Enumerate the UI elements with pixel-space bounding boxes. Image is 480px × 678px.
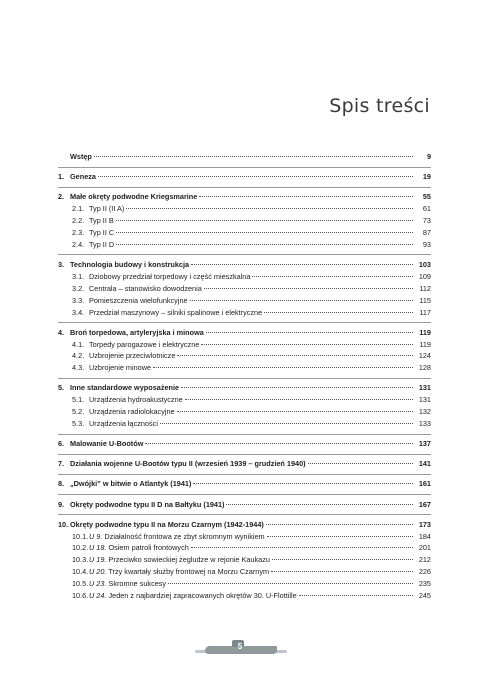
toc-entry-text: Jeden z najbardziej zapracowanych okrętów 30. U-Flottille <box>108 591 297 601</box>
toc-page-number: 119 <box>419 327 431 337</box>
toc-page-number: 73 <box>422 216 431 225</box>
toc-boat-name: U 18. <box>89 543 107 553</box>
toc-entry-title <box>89 590 297 602</box>
toc-entry-title: Działania wojenne U-Bootów typu II (wrzesień 1939 – grudzień 1940) <box>70 459 306 469</box>
toc-entry-title: Uzbrojenie przeciwlotnicze <box>89 351 176 361</box>
dot-leader <box>264 312 413 313</box>
dot-leader <box>272 559 413 560</box>
dot-leader <box>193 483 413 484</box>
toc-page-number: 201 <box>418 543 431 553</box>
toc-chapter-row[interactable] <box>58 151 431 163</box>
toc-entry-title: Typ II B <box>89 216 114 225</box>
page-title: Spis treści <box>329 95 430 117</box>
toc-entry-title: Inne standardowe wyposażenie <box>70 383 180 393</box>
toc-entry-title: Okręty podwodne typu II na Morzu Czarnym (1942-1944) <box>70 519 264 529</box>
toc-page-number: 245 <box>418 591 431 601</box>
section-divider <box>58 454 431 455</box>
toc-page-number: 161 <box>418 479 431 489</box>
toc-entry-number: 10.5. <box>72 579 89 589</box>
toc-entry-title: Malowanie U-Bootów <box>70 439 144 449</box>
toc-entry-title: Typ II C <box>89 227 115 237</box>
toc-entry-title: Pomieszczenia wielofunkcyjne <box>89 295 188 305</box>
dot-leader <box>308 463 413 464</box>
toc-section-row[interactable] <box>58 531 431 543</box>
toc-page-number: 55 <box>422 192 431 202</box>
toc-page-number: 119 <box>419 339 431 349</box>
dot-leader <box>116 232 413 233</box>
toc-entry-title <box>89 554 270 566</box>
dot-leader <box>271 571 413 572</box>
toc-entry-number: 4.1. <box>72 339 85 349</box>
dot-leader <box>185 399 413 400</box>
toc-chapter-row[interactable] <box>58 499 431 511</box>
toc-entry-number: 9. <box>58 499 65 509</box>
dot-leader <box>201 344 413 345</box>
toc-entry-text: Przeciwko sowieckiej żegludze w rejonie Kaukazu <box>108 555 270 565</box>
dot-leader <box>116 220 413 221</box>
dot-leader <box>145 443 413 444</box>
toc-page-number: 117 <box>419 307 431 317</box>
toc-page-number: 103 <box>418 259 431 269</box>
toc-entry-title: Dziobowy przedział torpedowy i część mieszkalna <box>89 271 251 281</box>
toc-chapter-row[interactable] <box>58 191 431 203</box>
toc-entry-number: 10.1. <box>72 531 89 541</box>
toc-section-row[interactable] <box>58 239 431 251</box>
toc-page-number: 128 <box>418 363 431 373</box>
dot-leader <box>116 244 413 245</box>
toc-page-number: 141 <box>418 459 431 469</box>
dot-leader <box>204 288 413 289</box>
toc-page-number: 132 <box>418 407 431 417</box>
toc-entry-title: Typ II (II A) <box>89 204 125 214</box>
toc-section-row[interactable] <box>58 590 431 602</box>
toc-entry-number: 3.2. <box>72 283 85 293</box>
toc-entry-title: Torpedy parogazowe i elektryczne <box>89 339 200 349</box>
toc-chapter-row[interactable] <box>58 438 431 450</box>
toc-entry-number: 10.4. <box>72 567 89 577</box>
toc-entry-title: Centrala – stanowisko dowodzenia <box>89 283 202 293</box>
toc-entry-number: 10.3. <box>72 555 89 565</box>
toc-boat-name: U 9. <box>89 531 103 541</box>
toc-entry-number: 5.3. <box>72 419 85 429</box>
toc-entry-title: Urządzenia hydroakustyczne <box>89 395 183 405</box>
toc-page-number: 167 <box>418 499 431 509</box>
toc-entry-title: Typ II D <box>89 239 115 249</box>
dot-leader <box>168 583 413 584</box>
toc-page-number: 124 <box>418 351 431 361</box>
toc-section-row[interactable] <box>58 554 431 566</box>
toc-chapter-row[interactable] <box>58 478 431 490</box>
dot-leader <box>126 208 413 209</box>
toc-chapter-row[interactable] <box>58 458 431 470</box>
toc-boat-name: U 23. <box>89 579 107 589</box>
toc-section-row[interactable] <box>58 406 431 418</box>
toc-entry-number: 3.3. <box>72 295 85 305</box>
section-divider <box>58 167 431 168</box>
dot-leader <box>267 536 413 537</box>
toc-page-number: 173 <box>418 519 431 529</box>
toc-section-row[interactable] <box>58 350 431 362</box>
toc-page-number: 112 <box>419 283 431 293</box>
toc-section-row[interactable] <box>58 542 431 554</box>
toc-entry-number: 1. <box>58 172 65 182</box>
dot-leader <box>181 387 413 388</box>
toc-boat-name: U 20. <box>89 567 107 577</box>
toc-entry-title: Geneza <box>70 172 96 182</box>
toc-entry-text: Skromne sukcesy <box>108 579 167 589</box>
toc-page-number: 235 <box>418 579 431 589</box>
toc-entry-number: 3.4. <box>72 307 85 317</box>
toc-entry-number: 2. <box>58 192 65 202</box>
toc-entry-title: Broń torpedowa, artyleryjska i minowa <box>70 327 204 337</box>
toc-entry-number: 10.2. <box>72 543 89 553</box>
toc-boat-name: U 19. <box>89 555 107 565</box>
toc-entry-number: 4.3. <box>72 363 85 373</box>
toc-entry-title: Przedział maszynowy – silniki spalinowe i elektryczne <box>89 307 263 317</box>
toc-section-row[interactable] <box>58 307 431 319</box>
toc-chapter-row[interactable] <box>58 171 431 183</box>
toc-page-number: 212 <box>418 555 431 565</box>
dot-leader <box>199 196 413 197</box>
toc-chapter-row[interactable] <box>58 327 431 339</box>
toc-page-number: 61 <box>422 204 431 214</box>
section-divider <box>58 514 431 515</box>
toc-section-row[interactable] <box>58 418 431 430</box>
dot-leader <box>191 264 413 265</box>
toc-page-number: 131 <box>418 395 431 405</box>
toc-entry-number: 2.1. <box>72 204 85 214</box>
toc-entry-number: 7. <box>58 459 65 469</box>
page-number: 5 <box>237 642 243 651</box>
toc-entry-title: Urządzenia łączności <box>89 419 158 429</box>
toc-page-number: 115 <box>419 295 431 305</box>
toc-entry-title <box>89 542 189 554</box>
toc-chapter-row[interactable] <box>58 519 431 531</box>
toc-page-number: 184 <box>418 531 431 541</box>
toc-page-number: 93 <box>422 239 431 249</box>
section-divider <box>58 474 431 475</box>
dot-leader <box>153 367 413 368</box>
toc-section-row[interactable] <box>58 215 431 227</box>
dot-leader <box>226 504 413 505</box>
section-divider <box>58 254 431 255</box>
toc-entry-title <box>89 531 265 543</box>
toc-entry-title: Wstęp <box>70 152 92 161</box>
toc-page-number: 137 <box>418 439 431 449</box>
dot-leader <box>177 411 413 412</box>
dot-leader <box>191 547 413 548</box>
toc-entry-title: Urządzenia radiolokacyjne <box>89 407 175 417</box>
toc-chapter-row[interactable] <box>58 259 431 271</box>
page-footer <box>0 636 480 666</box>
section-divider <box>58 378 431 379</box>
toc-entry-title: Małe okręty podwodne Kriegsmarine <box>70 192 198 202</box>
toc-entry-number: 5.2. <box>72 407 85 417</box>
toc-page-number: 19 <box>422 172 431 182</box>
dot-leader <box>98 176 413 177</box>
toc-page-number: 133 <box>418 419 431 429</box>
toc-section-row[interactable] <box>58 339 431 351</box>
toc-entry-title <box>89 578 166 590</box>
toc-entry-title <box>89 566 269 578</box>
toc-section-row[interactable] <box>58 394 431 406</box>
toc-entry-title: Uzbrojenie minowe <box>89 363 152 373</box>
toc-chapter-row[interactable] <box>58 382 431 394</box>
toc-section-row[interactable] <box>58 283 431 295</box>
toc-entry-number: 4. <box>58 327 65 337</box>
section-divider <box>58 434 431 435</box>
toc-section-row[interactable] <box>58 271 431 283</box>
toc-entry-number: 10. <box>58 519 69 529</box>
dot-leader <box>266 524 413 525</box>
toc-entry-number: 10.6. <box>72 591 89 601</box>
dot-leader <box>206 332 413 333</box>
section-divider <box>58 494 431 495</box>
toc-entry-number: 5.1. <box>72 395 85 405</box>
toc-section-row[interactable] <box>58 362 431 374</box>
toc-section-row[interactable] <box>58 227 431 239</box>
toc-page-number: 109 <box>418 271 431 281</box>
dot-leader <box>252 276 413 277</box>
toc-entry-number: 3.1. <box>72 271 85 281</box>
toc-entry-number: 2.3. <box>72 227 85 237</box>
toc-page-number: 226 <box>418 567 431 577</box>
toc-entry-text: Osiem patroli frontowych <box>108 543 189 553</box>
toc-page-number: 87 <box>422 227 431 237</box>
toc-page-number: 131 <box>418 383 431 393</box>
section-divider <box>58 322 431 323</box>
toc-section-row[interactable] <box>58 203 431 215</box>
toc-entry-text: Działalność frontowa ze zbyt skromnym wynikiem <box>104 531 265 541</box>
toc-entry-number: 2.4. <box>72 239 85 249</box>
toc-entry-number: 5. <box>58 383 65 393</box>
toc-entry-number: 8. <box>58 479 65 489</box>
toc-entry-number: 6. <box>58 439 65 449</box>
dot-leader <box>177 355 413 356</box>
toc-entry-number: 4.2. <box>72 351 85 361</box>
toc-entry-number: 3. <box>58 259 65 269</box>
toc-entry-number: 2.2. <box>72 216 85 225</box>
section-divider <box>58 187 431 188</box>
toc-entry-title: „Dwójki” w bitwie o Atlantyk (1941) <box>70 479 192 489</box>
toc-entry-title: Technologia budowy i konstrukcja <box>70 259 190 269</box>
dot-leader <box>299 595 413 596</box>
dot-leader <box>94 156 413 157</box>
toc-entry-title: Okręty podwodne typu II D na Bałtyku (1941) <box>70 499 225 509</box>
toc-entry-text: Trzy kwartały służby frontowej na Morzu Czarnym <box>108 567 270 577</box>
table-of-contents <box>58 151 431 602</box>
toc-section-row[interactable] <box>58 578 431 590</box>
toc-page-number: 9 <box>426 152 431 161</box>
toc-section-row[interactable] <box>58 566 431 578</box>
dot-leader <box>190 300 413 301</box>
toc-boat-name: U 24. <box>89 591 107 601</box>
toc-section-row[interactable] <box>58 295 431 307</box>
dot-leader <box>160 423 413 424</box>
